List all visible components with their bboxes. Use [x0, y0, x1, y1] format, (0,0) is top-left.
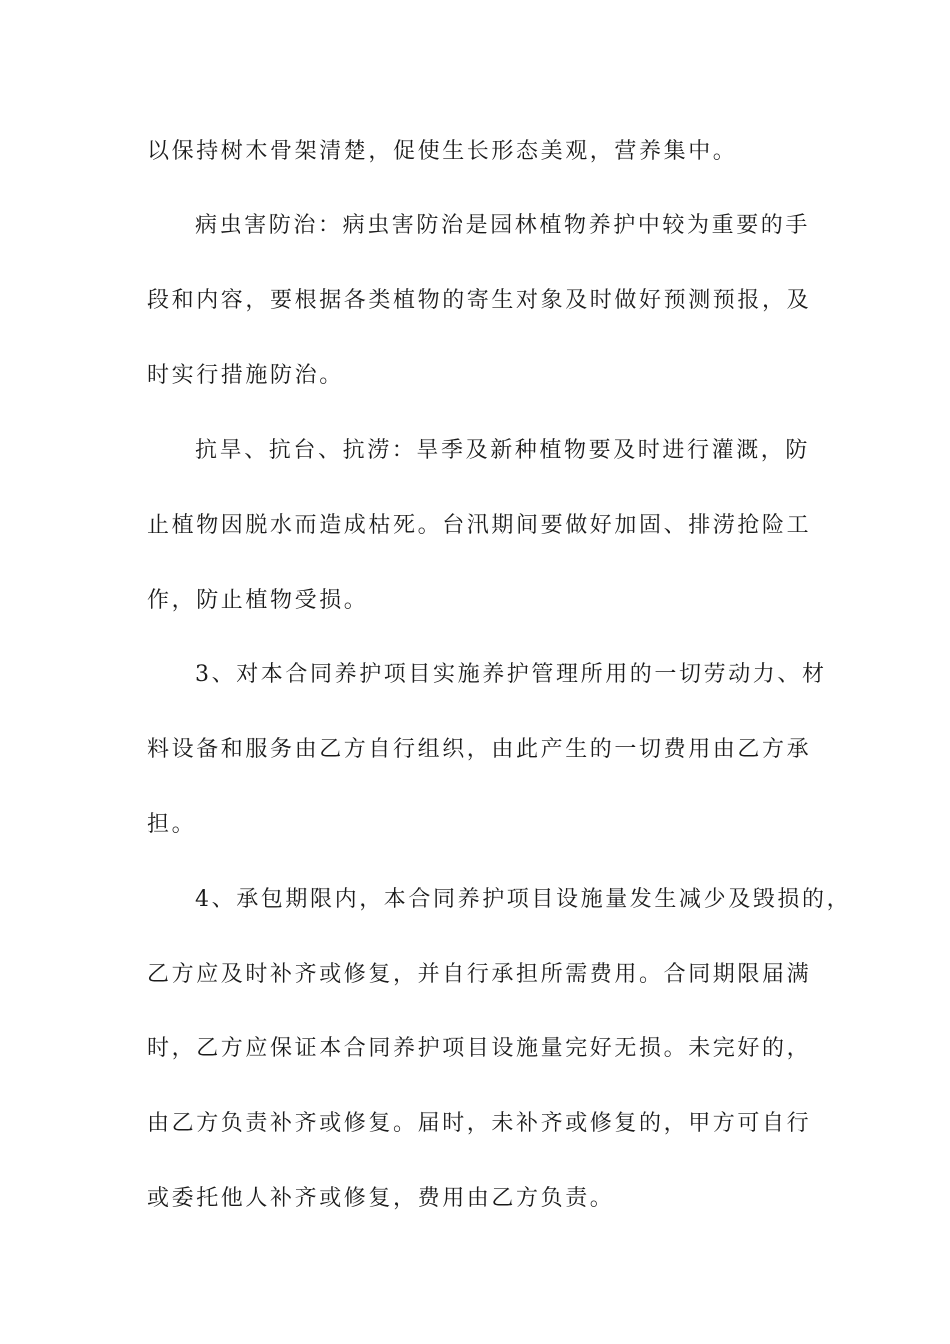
text-line: 乙方应及时补齐或修复，并自行承担所需费用。合同期限届满: [147, 962, 812, 987]
text-line: 担。: [147, 812, 197, 837]
text-line: 时，乙方应保证本合同养护项目设施量完好无损。未完好的，: [147, 1036, 812, 1061]
text-line: 或委托他人补齐或修复，费用由乙方负责。: [147, 1186, 615, 1211]
text-line: 段和内容，要根据各类植物的寄生对象及时做好预测预报，及: [147, 288, 812, 313]
text-line: 由乙方负责补齐或修复。届时，未补齐或修复的，甲方可自行: [147, 1111, 812, 1136]
text-line: 时实行措施防治。: [147, 363, 344, 388]
text-line: 料设备和服务由乙方自行组织，由此产生的一切费用由乙方承: [147, 737, 812, 762]
text-line: 以保持树木骨架清楚，促使生长形态美观，营养集中。: [147, 139, 738, 164]
paragraph-first-line: 4、承包期限内，本合同养护项目设施量发生减少及毁损的，: [195, 887, 852, 912]
text-line: 作，防止植物受损。: [147, 588, 369, 613]
paragraph-first-line: 病虫害防治：病虫害防治是园林植物养护中较为重要的手: [195, 213, 811, 238]
text-line: 止植物因脱水而造成枯死。台汛期间要做好加固、排涝抢险工: [147, 513, 812, 538]
paragraph-first-line: 抗旱、抗台、抗涝：旱季及新种植物要及时进行灌溉，防: [195, 438, 811, 463]
paragraph-first-line: 3、对本合同养护项目实施养护管理所用的一切劳动力、材: [195, 662, 827, 687]
